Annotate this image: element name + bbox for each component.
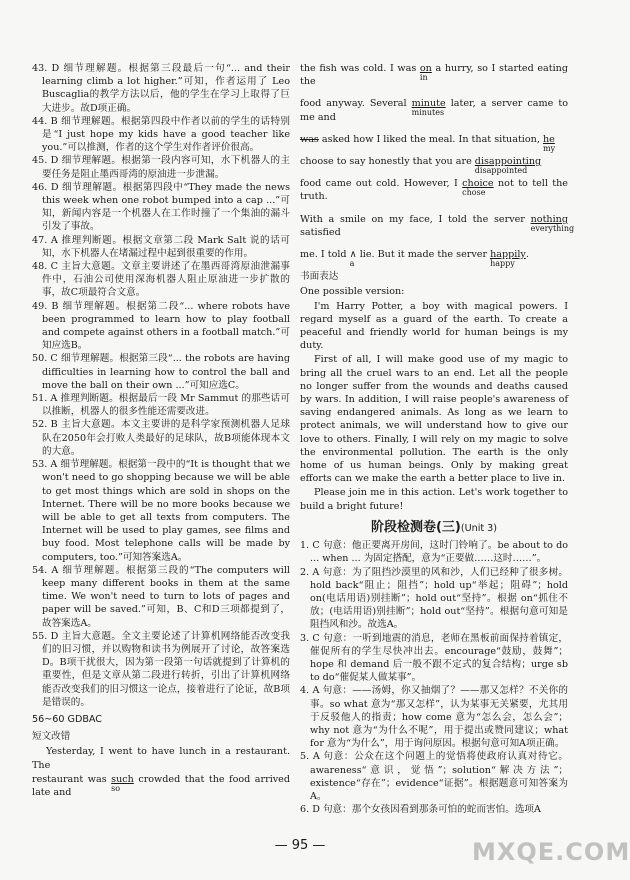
answer-item: 51. A 推理判断题。根据最后一段 Mr Sammut 的那些话可以推断，机器人的很多性能还需要改进。	[32, 393, 290, 418]
correction-line-r7: me. I told ∧ a lie. But it made the server happily happy .	[300, 249, 529, 269]
answer-item: 2. A 句意：为了阻挡沙漠里的风和沙，人们已经种了很多树。hold back“阻止；阻挡”；hold up“举起；阻碍”；hold on(电话用语)别挂断”；hold out“坚持”。根据 on“抓住不放；(电话用语)别挂断”；hold out“坚持”。根据句意可知是阻挡风和沙。故选A。	[300, 566, 568, 631]
correction-line-2: restaurant was such so crowded that the food arrived late and	[32, 773, 290, 798]
answer-item: 1. C 句意：他正要离开房间，这时门铃响了。be about to do ... when ... 为固定搭配，意为“正要做……这时……”。	[300, 540, 568, 565]
correction-heading: 短文改错	[32, 731, 71, 743]
correction-line-r3: was asked how I liked the meal. In that situation, he my	[300, 133, 556, 153]
answer-item: 50. C 细节理解题。根据第三段“... the robots are having difficulties in learning how to control the ball and move the ball on their own ...”可知应选C。	[32, 353, 290, 391]
page-number: — 95 —	[274, 838, 326, 853]
answer-item: 47. A 推理判断题。根据文章第二段 Mark Salt 说的话可知，水下机器人在堵漏过程中起到很重要的作用。	[32, 234, 290, 259]
section-title: 阶段检测卷(三)(Unit 3)	[370, 519, 498, 535]
answer-item: 44. B 细节理解题。根据第四段中作者以前的学生的话特别是“I just hope my kids have a good teacher like you.”可以推测，作者的这个学生对作者评价很高。	[32, 115, 290, 154]
answer-item: 5. A 句意：公众在这个问题上的觉悟将使政府认真对待它。awareness“意识，觉悟”；solution“解决方法”；existence“存在”；evidence“证据”。根据题意可知答案为A。	[300, 751, 568, 802]
answer-item: 49. B 细节理解题。根据第二段“... where robots have been programmed to learn how to play football and compete against others in a football match.”可知应选B。	[32, 300, 290, 352]
answer-item: 53. A 细节理解题。根据第一段中的“It is thought that we won't need to go shopping because we will be able to get most things which are sold in shops on the Internet. There will be no more books because we will be able to get all texts from computers. The Internet will be used to play games, see films and buy food. Most telephone calls will be made by computers, too.”可知答案选A。	[32, 459, 290, 563]
correction-line-r5: food came out cold. However, I choice chose not to tell the truth.	[300, 178, 568, 203]
answer-item: 55. D 主旨大意题。全文主要论述了计算机网络能否改变我们的旧习惯，并以购物和读书为例展开了讨论，故答案选D。B项干扰很大，因为第一段第一句话就提到了计算机的重要性，但是文章从第二段进行转折，引出了计算机网络能否改变我们的旧习惯这一论点，接着进行了论证，故B项是错误的。	[32, 630, 290, 708]
correction-line-r1: the fish was cold. I was on in a hurry, so I started eating the	[300, 63, 568, 88]
correction-word: such so	[111, 773, 134, 793]
answer-item: 43. D 细节理解题。根据第三段最后一句“... and their learning climb a lot higher.”可知，作者运用了 Leo Buscaglia的教学方法以后，他的学生在学习上取得了巨大进步。故D项正确。	[32, 63, 290, 114]
answer-item: 54. A 细节理解题。根据第三段的“The computers will keep many different books in them at the same time. We won't need to turn to lots of pages and paper will be saved.”可知，B、C和D三项都提到了，故答案选A。	[32, 564, 290, 629]
answers-56-60: 56~60 GDBAC	[32, 713, 102, 725]
answer-item: 45. D 细节理解题。根据第一段内容可知，水下机器人的主要任务是阻止墨西哥湾的原油进一步泄漏。	[32, 155, 290, 180]
answer-item: 48. C 主旨大意题。文章主要讲述了在墨西哥湾原油泄漏事件中，石油公司使用深海机器人阻止原油进一步扩散的事，故C项最符合文意。	[32, 261, 290, 299]
answer-item: 46. D 细节理解题。根据第四段中“They made the news this week when one robot bumped into a cap ...”可知，新闻内容是一个机器人在工作时撞了一个集油的漏斗引发了事故。	[32, 181, 290, 233]
answer-item: 3. C 句意：一听到地震的消息，老师在黑板前面保持着镇定，催促所有的学生尽快冲出去。encourage“鼓励，鼓舞”；hope 和 demand 后一般不跟不定式的复合结构；urge sb to do“催促某人做某事”。	[300, 632, 568, 684]
answer-item: 52. B 主旨大意题。本文主要讲的是科学家预测机器人足球队在2050年会打败人类最好的足球队，故B项能体现本文的大意。	[32, 419, 290, 457]
answer-item: 4. A 句意：——汤姆，你又抽烟了？——那又怎样？不关你的事。so what 意为“那又怎样”，认为某事无关紧要，尤其用于反驳他人的指责；how come 意为“怎么会，怎么会”；why not 意为“为什么不呢”，用于提出或赞同建议；what for 意为“为什么”，用于询问原因。根据句意可知A项正确。	[300, 685, 568, 750]
essay-paragraph: I'm Harry Potter, a boy with magical powers. I regard myself as a guard of the earth. To create a peaceful and friendly world for human beings is my duty.	[300, 300, 568, 352]
writing-subheading: One possible version:	[300, 286, 405, 298]
left-column	[32, 62, 290, 808]
correction-line-r4: choose to say honestly that you are disappointing disappointed	[300, 156, 542, 176]
answer-item: 6. D 句意：那个女孩因看到那条可怕的蛇而害怕。选项A	[300, 804, 541, 816]
answer-list-left	[32, 62, 290, 709]
essay-paragraph: Please join me in this action. Let's work together to build a bright future!	[300, 487, 568, 512]
watermark-logo: MXQE.COM	[472, 838, 630, 866]
right-column	[300, 62, 575, 816]
essay-paragraph: First of all, I will make good use of my magic to bring all the cruel wars to an end. Let all the people no longer suffer from the wounds and deaths caused by wars. In addition, I will raise people's awareness of saving endangered animals. As long as we learn to protect animals, we will understand how to give our love to others. Finally, I will rely on my magic to solve the environmental pollution. The earth is the only home of us human beings. Only by making great efforts can we make the earth a better place to live in.	[300, 354, 568, 485]
correction-line-r2: food anyway. Several minute minutes later, a server came to me and	[300, 98, 568, 123]
answer-list-right	[300, 539, 568, 816]
correction-line-r6: With a smile on my face, I told the server nothing everything satisfied	[300, 213, 575, 238]
writing-heading: 书面表达	[300, 271, 339, 283]
correction-line-1: Yesterday, I went to have lunch in a restaurant. The	[32, 746, 290, 771]
